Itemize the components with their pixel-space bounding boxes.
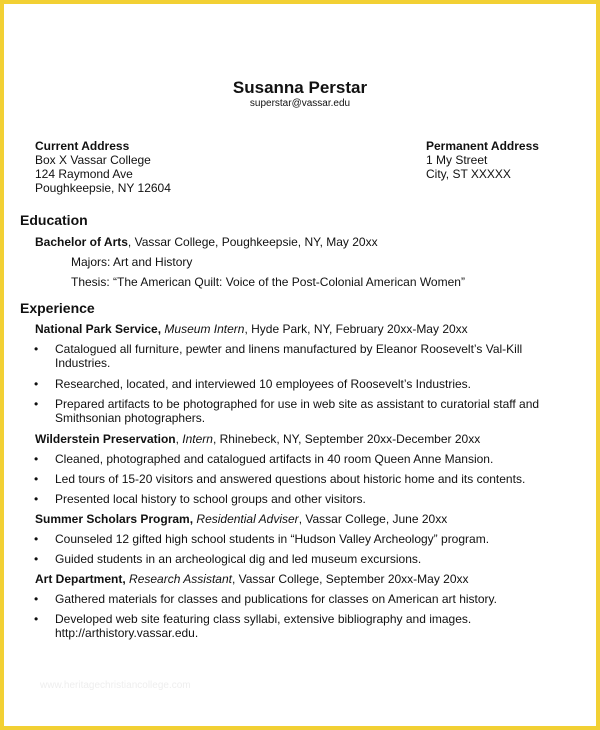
resume-name: Susanna Perstar [232,78,368,97]
job-details: , Vassar College, September 20xx-May 20xx [231,572,469,586]
job-details: , Vassar College, June 20xx [298,512,448,526]
job-bullet: Gathered materials for classes and publications for classes on American art history. [55,592,497,606]
job-header [35,322,468,336]
permanent-address-heading: Permanent Address [426,139,539,153]
bullet-icon: • [34,492,39,506]
permanent-address-block [426,139,539,181]
job-org: Summer Scholars Program, [35,512,194,526]
watermark: www.heritagechristiancollege.com [40,680,191,691]
job-bullet: Cleaned, photographed and catalogued artifacts in 40 room Queen Anne Mansion. [55,452,494,466]
bullet-icon: • [34,452,39,466]
job-bullet: Developed web site featuring class syllabi, extensive bibliography and images. http://arthistory.vassar.edu. [55,612,472,640]
bullet-icon: • [34,377,39,391]
current-address-line: Box X Vassar College [35,153,151,167]
job-bullet: Guided students in an archeological dig and led museum excursions. [55,552,422,566]
job-org: National Park Service, [35,322,162,336]
job-title: Museum Intern [164,322,245,336]
permanent-address-line: 1 My Street [426,153,488,167]
current-address-heading: Current Address [35,139,130,153]
job-bullet: Prepared artifacts to be photographed for use in web site as assistant to curatorial staff and Smithsonian photographers. [55,397,540,425]
job-title: Residential Adviser [196,512,299,526]
job-details: , Rhinebeck, NY, September 20xx-December 20xx [212,432,481,446]
bullet-icon: • [34,532,39,546]
job-org: Art Department, [35,572,126,586]
bullet-icon: • [34,592,39,606]
bullet-icon: • [34,397,39,411]
job-bullet: Presented local history to school groups and other visitors. [55,492,366,506]
current-address-line: Poughkeepsie, NY 12604 [35,181,171,195]
bullet-icon: • [34,472,39,486]
job-header [35,512,447,526]
job-bullet: Led tours of 15-20 visitors and answered questions about historic home and its contents. [55,472,526,486]
degree-details: , Vassar College, Poughkeepsie, NY, May 20xx [127,235,378,249]
job-title: Intern [182,432,213,446]
majors-line: Majors: Art and History [71,255,193,269]
bullet-icon: • [34,612,39,626]
current-address-block [35,139,171,195]
job-bullet: Counseled 12 gifted high school students in “Hudson Valley Archeology” program. [55,532,490,546]
job-bullet: Researched, located, and interviewed 10 employees of Roosevelt’s Industries. [55,377,472,391]
job-header [35,572,469,586]
job-title: Research Assistant [129,572,232,586]
job-bullet: Catalogued all furniture, pewter and linens manufactured by Eleanor Roosevelt’s Val-Kill Industries. [55,342,523,370]
education-heading: Education [20,212,88,228]
job-header: Wilderstein Preservation, Intern, Rhinebeck, NY, September 20xx-December 20xx [35,432,481,446]
bullet-icon: • [34,342,39,356]
permanent-address-line: City, ST XXXXX [426,167,511,181]
experience-heading: Experience [20,300,95,316]
job-details: , Hyde Park, NY, February 20xx-May 20xx [244,322,468,336]
thesis-line: Thesis: “The American Quilt: Voice of the Post-Colonial American Women” [71,275,465,289]
bullet-icon: • [34,552,39,566]
degree-name: Bachelor of Arts [35,235,128,249]
job-org: Wilderstein Preservation [35,432,176,446]
resume-email[interactable]: superstar@vassar.edu [249,98,351,109]
resume-page [4,4,596,726]
current-address-line: 124 Raymond Ave [35,167,133,181]
degree-line [35,235,378,249]
